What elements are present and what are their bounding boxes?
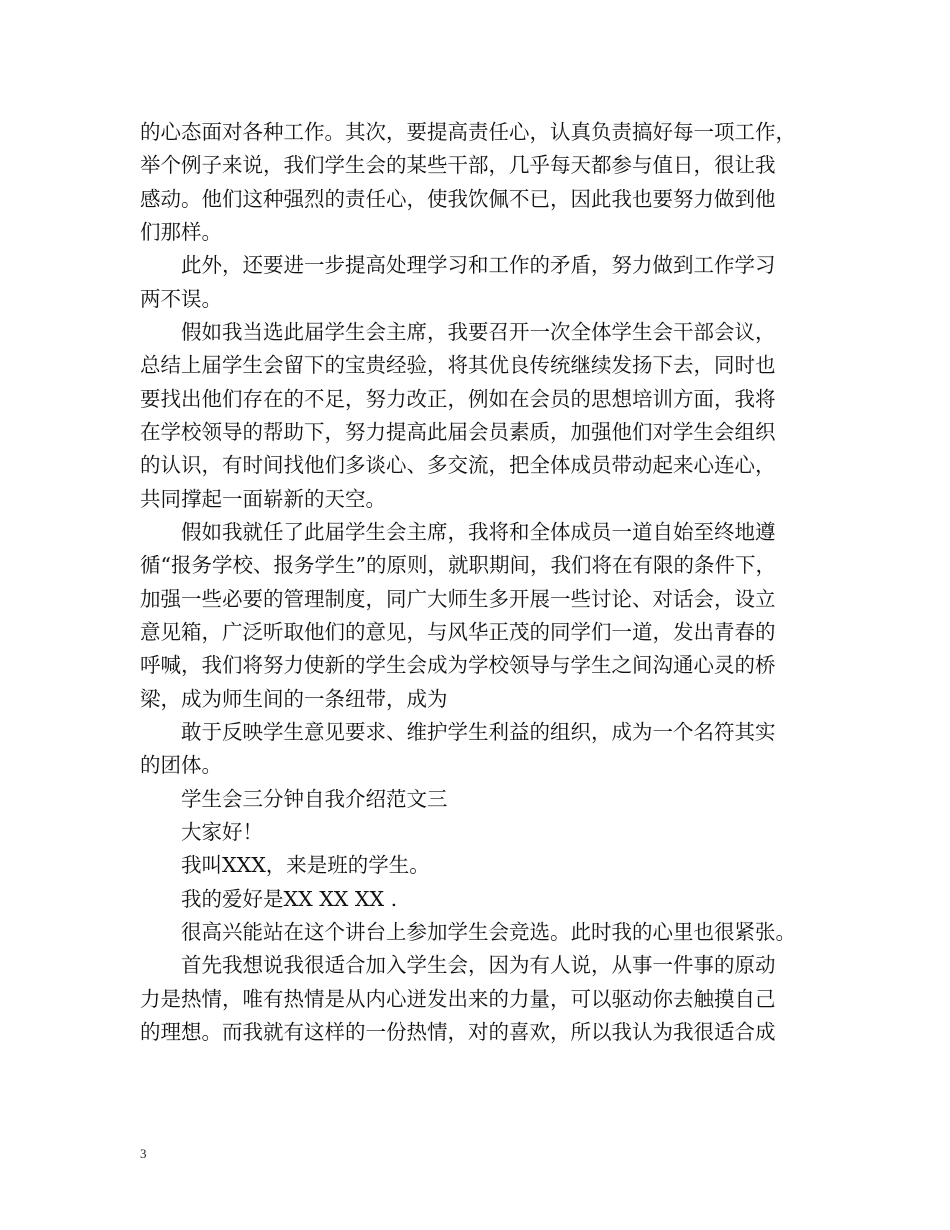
text-line: 我叫XXX，来是班的学生。: [181, 853, 430, 877]
text-line: 两不误。: [140, 287, 222, 311]
text-line: 加强一些必要的管理制度，同广大师生多开展一些讨论、对话会，设立: [140, 587, 776, 611]
text-line: 很高兴能站在这个讲台上参加学生会竞选。此时我的心里也很紧张。: [181, 920, 796, 944]
text-line: 我的爱好是XX XX XX .: [181, 887, 398, 911]
text-line: 共同撑起一面崭新的天空。: [140, 487, 386, 511]
text-line: 的团体。: [140, 753, 222, 777]
text-line: 感动。他们这种强烈的责任心，使我饮佩不已，因此我也要努力做到他: [140, 187, 776, 211]
text-line: 假如我就任了此届学生会主席，我将和全体成员一道自始至终地遵: [181, 520, 776, 544]
text-line: 力是热情，唯有热情是从内心迸发出来的力量，可以驱动你去触摸自己: [140, 987, 776, 1011]
text-line: 的心态面对各种工作。其次，要提高责任心，认真负责搞好每一项工作，: [140, 120, 796, 144]
text-line: 要找出他们存在的不足，努力改正，例如在会员的思想培训方面，我将: [140, 387, 776, 411]
text-line: 的认识，有时间找他们多谈心、多交流，把全体成员带动起来心连心，: [140, 453, 776, 477]
text-line: 们那样。: [140, 220, 222, 244]
text-line: 呼喊，我们将努力使新的学生会成为学校领导与学生之间沟通心灵的桥: [140, 653, 776, 677]
text-line: 循“报务学校、报务学生”的原则，就职期间，我们将在有限的条件下，: [140, 553, 776, 577]
text-line: 此外，还要进一步提高处理学习和工作的矛盾，努力做到工作学习: [181, 253, 776, 277]
text-line: 梁，成为师生间的一条纽带，成为: [140, 687, 448, 711]
page-number: 3: [140, 1146, 147, 1161]
section-heading: 学生会三分钟自我介绍范文三: [181, 787, 448, 811]
text-line: 敢于反映学生意见要求、维护学生利益的组织，成为一个名符其实: [181, 720, 776, 744]
text-line: 总结上届学生会留下的宝贵经验，将其优良传统继续发扬下去，同时也: [140, 353, 776, 377]
text-line: 在学校领导的帮助下，努力提高此届会员素质，加强他们对学生会组织: [140, 420, 776, 444]
text-line: 意见箱，广泛听取他们的意见，与风华正茂的同学们一道，发出青春的: [140, 620, 776, 644]
text-line: 假如我当选此届学生会主席，我要召开一次全体学生会干部会议，: [181, 320, 776, 344]
text-line: 举个例子来说，我们学生会的某些干部，几乎每天都参与值日，很让我: [140, 153, 776, 177]
text-line: 的理想。而我就有这样的一份热情，对的喜欢，所以我认为我很适合成: [140, 1020, 776, 1044]
text-line: 首先我想说我很适合加入学生会，因为有人说，从事一件事的原动: [181, 953, 776, 977]
text-line: 大家好！: [181, 820, 263, 844]
